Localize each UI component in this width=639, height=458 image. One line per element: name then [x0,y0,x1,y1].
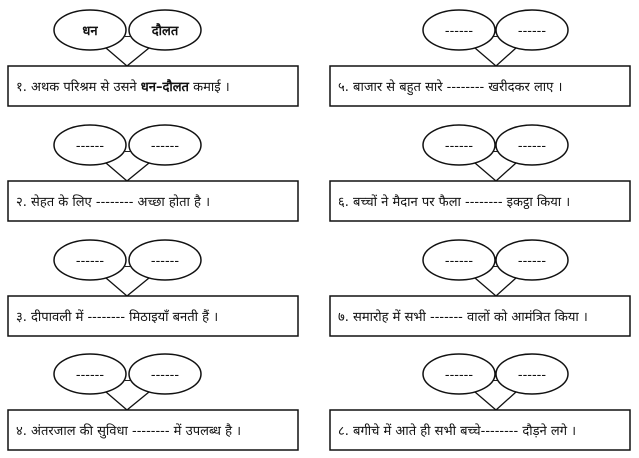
oval-right-text: ------ [150,139,180,154]
oval-left-text: ------ [444,24,474,39]
sentence-text: ७. समारोह में सभी ------- वालों को आमंत्रित किया । [338,310,588,325]
exercise-item [8,354,298,450]
connector-dash: – [492,144,499,159]
exercise-item [8,10,298,106]
sentence-text: ८. बगीचे में आते ही सभी बच्चे-------- दौड़ने लगे । [338,424,577,439]
oval-right-text: ------ [517,368,547,383]
sentence-text: ६. बच्चों ने मैदान पर फैला -------- इकट्ठा किया । [338,195,571,210]
oval-left-text: ------ [75,139,105,154]
exercise-item [8,125,298,221]
oval-left-text: ------ [444,139,474,154]
sentence-text: २. सेहत के लिए -------- अच्छा होता है । [16,195,211,210]
oval-left-text: ------ [75,368,105,383]
connector-line [106,392,127,410]
connector-line [106,163,127,181]
connector-dash: – [492,373,499,388]
connector-line [106,48,127,66]
exercise-item [8,240,298,336]
sentence-text: ४. अंतरजाल की सुविधा -------- में उपलब्ध है । [16,424,242,439]
sentence-text: ३. दीपावली में -------- मिठाइयाँ बनती हैं । [16,310,219,325]
connector-line [127,48,149,66]
connector-line [496,392,516,410]
oval-left-text: ------ [444,368,474,383]
connector-dash: – [492,259,499,274]
exercise-item [330,240,630,336]
oval-left-text: ------ [444,254,474,269]
sentence-text: ५. बाजार से बहुत सारे -------- खरीदकर लाए । [338,80,563,95]
oval-right-text: ------ [517,254,547,269]
connector-line [127,392,149,410]
connector-line [496,278,516,296]
sentence-text: १. अथक परिश्रम से उसने धन–दौलत कमाई । [16,80,230,95]
connector-dash: – [124,373,131,388]
connector-line [496,163,516,181]
exercise-item [330,125,630,221]
oval-right-text: दौलत [151,24,179,39]
connector-dash: – [124,29,131,44]
oval-right-text: ------ [150,368,180,383]
connector-line [106,278,127,296]
connector-line [475,392,496,410]
oval-left-text: ------ [75,254,105,269]
connector-dash: – [124,144,131,159]
connector-dash: – [124,259,131,274]
oval-right-text: ------ [150,254,180,269]
oval-right-text: ------ [517,24,547,39]
exercise-item [330,10,630,106]
connector-line [127,278,149,296]
connector-line [475,48,496,66]
connector-line [475,163,496,181]
oval-right-text: ------ [517,139,547,154]
connector-line [475,278,496,296]
connector-dash: – [492,29,499,44]
connector-line [127,163,149,181]
connector-line [496,48,516,66]
exercise-item [330,354,630,450]
oval-left-text: धन [82,24,98,39]
